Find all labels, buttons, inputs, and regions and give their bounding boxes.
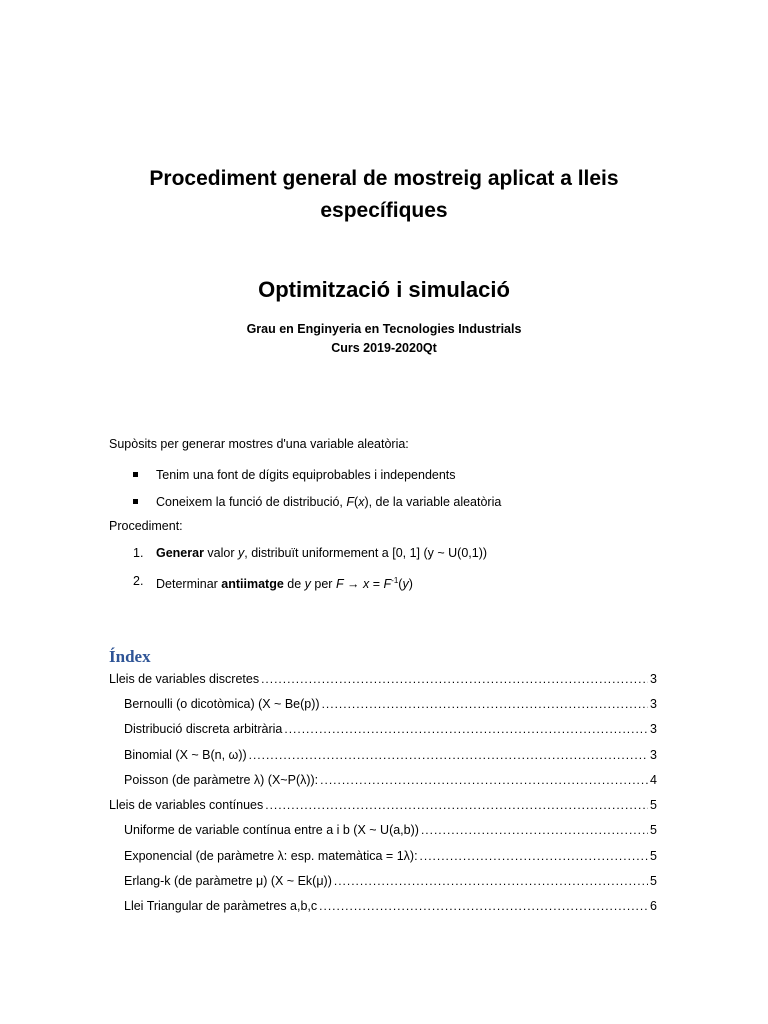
toc-entry[interactable]: [124, 693, 657, 711]
toc-heading: Índex: [109, 647, 151, 666]
step1-text-b: , distribuït uniformement a [0, 1] (y ~ U(0,1)): [244, 546, 488, 560]
equals-sign: =: [369, 577, 384, 592]
var-F: F: [335, 577, 344, 592]
main-title-line1: Procediment general de mostreig aplicat a lleis: [149, 167, 619, 190]
dot-leader: [420, 849, 649, 863]
dot-leader: [322, 697, 648, 711]
dot-leader: [284, 722, 648, 736]
bullet-text: Tenim una font de dígits equiprobables i independents: [156, 468, 456, 482]
step-number: 2.: [133, 574, 144, 588]
course-year: Curs 2019-2020Qt: [331, 341, 437, 355]
square-bullet-icon: [133, 472, 138, 477]
assumptions-label: Supòsits per generar mostres d'una variable aleatòria:: [109, 437, 409, 451]
list-item: [133, 573, 487, 601]
procedure-steps: [133, 545, 487, 601]
toc-entry-title: Bernoulli (o dicotòmica) (X ~ Be(p)): [124, 697, 320, 711]
toc-entry-page: 3: [650, 748, 657, 762]
dot-leader: [334, 874, 648, 888]
step1-text-a: valor: [203, 546, 238, 560]
toc-entry-title: Erlang-k (de paràmetre μ) (X ~ Ek(μ)): [124, 874, 332, 888]
doc-title: Optimització i simulació: [258, 277, 510, 302]
toc-entry[interactable]: [109, 668, 657, 686]
var-y: y: [402, 577, 409, 592]
toc-entry-title: Lleis de variables contínues: [109, 798, 264, 812]
toc-entry-page: 5: [650, 874, 657, 888]
toc-entry[interactable]: [124, 769, 657, 787]
list-item: [133, 545, 487, 573]
toc-entry-title: Llei Triangular de paràmetres a,b,c: [124, 899, 318, 913]
toc-entry-title: Binomial (X ~ B(n, ω)): [124, 748, 247, 762]
degree-name: Grau en Enginyeria en Tecnologies Industrials: [246, 322, 522, 336]
paren-close: ): [408, 577, 413, 592]
dot-leader: [320, 773, 648, 787]
var-F: F: [346, 495, 355, 509]
dot-leader: [421, 823, 648, 837]
toc-entry[interactable]: [124, 819, 657, 837]
toc-entry[interactable]: [124, 718, 657, 736]
toc-entry[interactable]: [124, 870, 657, 888]
toc-entry-title: Exponencial (de paràmetre λ: esp. matemàtica = 1λ):: [124, 849, 418, 863]
list-item: [133, 467, 501, 494]
toc-entry-page: 3: [650, 672, 657, 686]
bullet-text-a: Coneixem la funció de distribució,: [156, 495, 347, 509]
paren-open: (: [354, 495, 359, 509]
var-y: y: [304, 577, 311, 592]
arrow-glyph: →: [343, 577, 364, 592]
assumptions-list: [133, 467, 501, 521]
toc-entry[interactable]: [109, 794, 657, 812]
main-title-line2: específiques: [320, 199, 448, 222]
dot-leader: [261, 672, 648, 686]
var-y: y: [238, 546, 245, 560]
step-number: 1.: [133, 546, 144, 560]
toc-entry-page: 5: [650, 823, 657, 837]
toc-entry-page: 3: [650, 697, 657, 711]
var-F-inverse: F: [383, 577, 392, 592]
paren-open: (: [398, 577, 403, 592]
toc-entry-page: 4: [650, 773, 657, 787]
toc-entry-page: 3: [650, 722, 657, 736]
step2-text-b: de: [283, 577, 305, 592]
toc-entry-page: 6: [650, 899, 657, 913]
toc-entry[interactable]: [124, 845, 657, 863]
dot-leader: [249, 748, 648, 762]
var-x: x: [358, 495, 365, 509]
dot-leader: [319, 899, 648, 913]
step1-keyword: Generar: [156, 546, 204, 560]
toc-entry-title: Distribució discreta arbitrària: [124, 722, 283, 736]
toc-entry-title: Poisson (de paràmetre λ) (X~P(λ)):: [124, 773, 319, 787]
procedure-label: Procediment:: [109, 519, 183, 533]
superscript-minus-one: -1: [391, 576, 399, 585]
list-item: [133, 494, 501, 521]
toc-entry-title: Uniforme de variable contínua entre a i b (X ~ U(a,b)): [124, 823, 419, 837]
dot-leader: [265, 798, 648, 812]
step2-text-a: Determinar: [156, 577, 222, 592]
square-bullet-icon: [133, 499, 138, 504]
var-x: x: [363, 577, 370, 592]
step2-keyword: antiimatge: [221, 577, 284, 592]
main-title: [0, 163, 768, 227]
toc-entry-page: 5: [650, 798, 657, 812]
toc-entry[interactable]: [124, 895, 657, 913]
toc-entry-page: 5: [650, 849, 657, 863]
toc-entry[interactable]: [124, 744, 657, 762]
toc-entry-title: Lleis de variables discretes: [109, 672, 260, 686]
bullet-text-c: ), de la variable aleatòria: [364, 495, 502, 509]
step2-text-c: per: [310, 577, 336, 592]
